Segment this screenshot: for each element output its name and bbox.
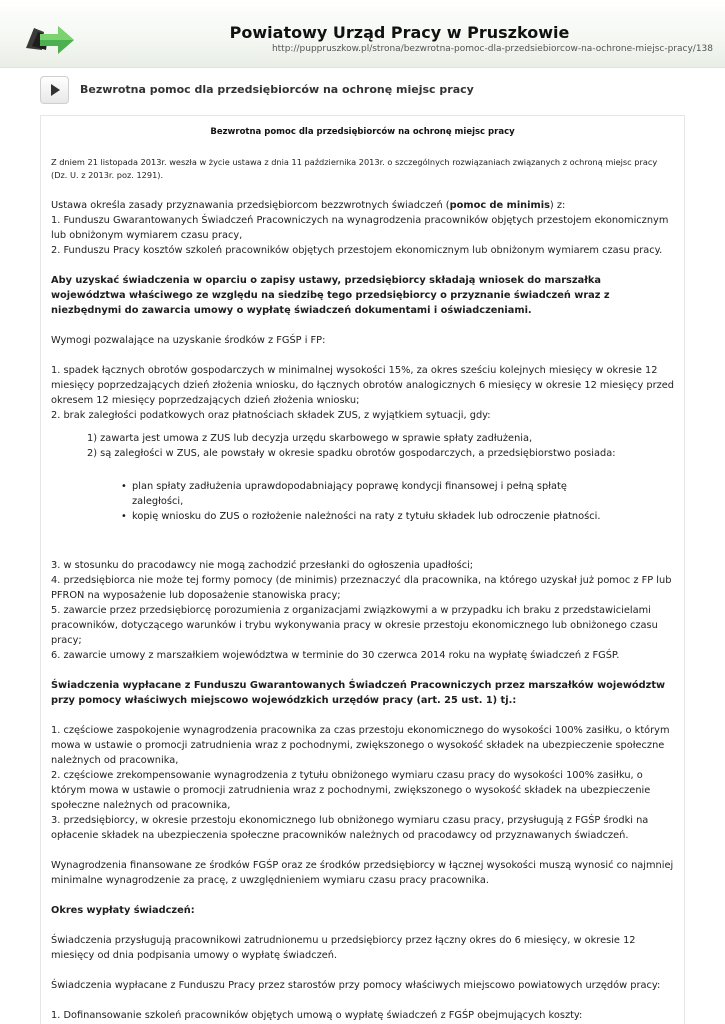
article-intro: Z dniem 21 listopada 2013r. weszła w życie ustawa z dnia 11 października 2013r. o szczególnych rozwiązaniach związanych z ochroną miejsc pracy (Dz. U. z 2013r. poz. 1291). <box>51 157 658 180</box>
requirement-6: 6. zawarcie umowy z marszałkiem województwa w terminie do 30 czerwca 2014 roku na wypłatę świadczeń z FGŚP. <box>51 650 620 661</box>
requirement-1: 1. spadek łącznych obrotów gospodarczych w minimalnej wysokości 15%, za okres sześciu kolejnych miesięcy w okresie 12 miesięcy poprzedzających dzień złożenia wniosku, do łącznych obrotów analogicznych 6 miesięcy w okresie 12 miesięcy przed okresem 12 miesięcy poprzedzających dzień złożenia wniosku; <box>51 365 674 406</box>
requirements-heading: Wymogi pozwalające na uzyskanie środków z FGŚP i FP: <box>51 335 326 346</box>
fgsp-item-1: 1. częściowe zaspokojenie wynagrodzenia pracownika za czas przestoju ekonomicznego do wysokości 100% zasiłku, o którym mowa w ustawie o promocji zatrudnienia wraz z pochodnymi, zwiększonego o wysokość składek na ubezpieczenie społeczne należnych od pracownika, <box>51 725 670 766</box>
sub-requirement-1: 1) zawarta jest umowa z ZUS lub decyzja urzędu skarbowego w sprawie spłaty zadłużenia, <box>87 433 533 444</box>
arrow-logo-icon[interactable] <box>24 20 76 56</box>
fgsp-item-3: 3. przedsiębiorcy, w okresie przestoju ekonomicznego lub obniżonego wymiaru czasu pracy, przysługują z FGŚP środki na opłacenie składek na ubezpieczenia społeczne pracowników należnych od pracodawcy od przyznawanych świadczeń. <box>51 815 649 841</box>
paragraph-fp: Świadczenia wypłacane z Funduszu Pracy przez starostów przy pomocy właściwych miejscowo powiatowych urzędów pracy: <box>51 980 661 991</box>
page-heading-row <box>40 76 680 106</box>
requirement-5: 5. zawarcie przez przedsiębiorcę porozumienia z organizacjami związkowymi a w przypadku ich braku z przedstawicielami pracowników, dotyczącego warunków i trybu wykonywania pracy w okresie przestoju ekonomicznego lub obniżonego czasu pracy; <box>51 605 658 646</box>
scope-item-2: 2. Funduszu Pracy kosztów szkoleń pracowników objętych przestojem ekonomicznym lub obniżonym wymiarem czasu pracy. <box>51 245 663 256</box>
bullet-list <box>51 479 611 524</box>
fgsp-item-2: 2. częściowe zrekompensowanie wynagrodzenia z tytułu obniżonego wymiaru czasu pracy do wysokości 100% zasiłku, o którym mowa w ustawie o promocji zatrudnienia wraz z pochodnymi, zwiększonego o wysokość składek na ubezpieczenie społeczne należnych od pracownika, <box>51 770 651 811</box>
paragraph-application: Aby uzyskać świadczenia w oparciu o zapisy ustawy, przedsiębiorcy składają wniosek do marszałka województwa właściwego ze względu na siedzibę tego przedsiębiorcy o przyznanie świadczeń wraz z niezbędnymi do zawarcia umowy o wypłatę świadczeń dokumentami i oświadczeniami. <box>51 275 610 316</box>
page-url[interactable]: http://puppruszkow.pl/strona/bezwrotna-pomoc-dla-przedsiebiorcow-na-ochrone-miejsc-pracy/138 <box>271 44 713 54</box>
paragraph-scope: Ustawa określa zasady przyznawania przedsiębiorcom bezzwrotnych świadczeń (pomoc de minimis) z: <box>51 200 566 211</box>
requirement-4: 4. przedsiębiorca nie może tej formy pomocy (de minimis) przeznaczyć dla pracownika, na którego uzyskał już pomoc z FP lub PFRON na wyposażenie lub doposażenie stanowiska pracy; <box>51 575 672 601</box>
scope-item-1: 1. Funduszu Gwarantowanych Świadczeń Pracowniczych na wynagrodzenia pracowników objętych przestojem ekonomicznym lub obniżonym wymiarem czasu pracy, <box>51 215 669 241</box>
sub-requirement-2: 2) są zaległości w ZUS, ale powstały w okresie spadku obrotów gospodarczych, a przedsiębiorstwo posiada: <box>87 448 616 459</box>
period-heading: Okres wypłaty świadczeń: <box>51 905 195 916</box>
chevron-right-icon[interactable] <box>40 76 69 104</box>
article-content <box>40 115 685 1024</box>
site-header <box>0 0 725 68</box>
article-title: Bezwrotna pomoc dla przedsiębiorców na ochronę miejsc pracy <box>210 127 515 137</box>
bullet-item: • kopię wniosku do ZUS o rozłożenie należności na raty z tytułu składek lub odroczenie płatności. <box>121 509 611 524</box>
paragraph-training: 1. Dofinansowanie szkoleń pracowników objętych umową o wypłatę świadczeń z FGŚP obejmujących koszty: <box>51 1010 583 1021</box>
fgsp-heading: Świadczenia wypłacane z Funduszu Gwarantowanych Świadczeń Pracowniczych przez marszałków województw przy pomocy właściwych miejscowo wojewódzkich urzędów pracy (art. 25 ust. 1) tj.: <box>51 680 666 706</box>
page-heading: Bezwrotna pomoc dla przedsiębiorców na ochronę miejsc pracy <box>80 83 474 96</box>
bullet-item: • plan spłaty zadłużenia uprawdopodabniający poprawę kondycji finansowej i pełną spłatę zaległości, <box>121 479 611 509</box>
site-title: Powiatowy Urząd Pracy w Pruszkowie <box>229 23 570 42</box>
paragraph-wages: Wynagrodzenia finansowane ze środków FGŚP oraz ze środków przedsiębiorcy w łącznej wysokości muszą wynosić co najmniej minimalne wynagrodzenie za pracę, z uwzględnieniem wymiaru czasu pracy pracownika. <box>51 860 674 886</box>
requirement-3: 3. w stosunku do pracodawcy nie mogą zachodzić przesłanki do ogłoszenia upadłości; <box>51 560 474 571</box>
requirement-2: 2. brak zaległości podatkowych oraz płatnościach składek ZUS, z wyjątkiem sytuacji, gdy: <box>51 410 491 421</box>
paragraph-period: Świadczenia przysługują pracownikowi zatrudnionemu u przedsiębiorcy przez łączny okres do 6 miesięcy, w okresie 12 miesięcy od dnia podpisania umowy o wypłatę świadczeń. <box>51 935 636 961</box>
